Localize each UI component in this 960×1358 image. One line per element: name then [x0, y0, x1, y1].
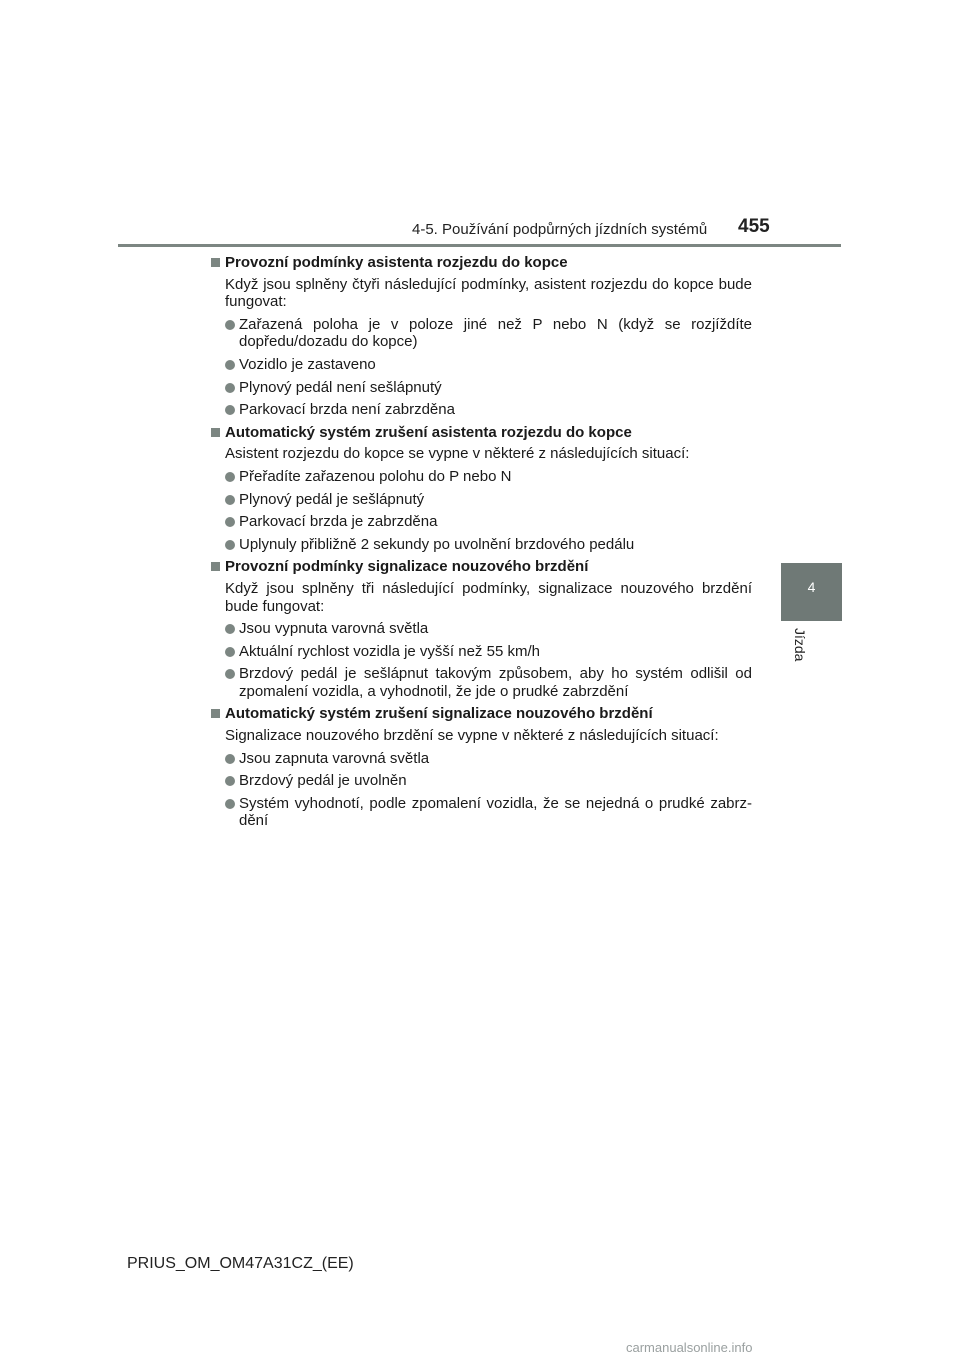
- circle-bullet-icon: [225, 647, 235, 657]
- circle-bullet-icon: [225, 799, 235, 809]
- section-intro: Signalizace nouzového brzdění se vypne v některé z následujících situací:: [225, 727, 719, 745]
- circle-bullet-icon: [225, 776, 235, 786]
- list-item: Brzdový pedál je sešlápnut takovým způsobem, aby ho systém odlišil od zpomalení vozidla, a vyhodnotil, že jde o prudké zabrzdění: [210, 665, 752, 700]
- list-item: Uplynuly přibližně 2 sekundy po uvolnění brzdového pedálu: [210, 536, 752, 554]
- section-intro: Když jsou splněny tři následující podmínky, signalizace nouzového brzdění bude fungovat:: [225, 579, 752, 615]
- circle-bullet-icon: [225, 320, 235, 330]
- circle-bullet-icon: [225, 517, 235, 527]
- list-item: Parkovací brzda není zabrzděna: [210, 401, 752, 419]
- list-item: Parkovací brzda je zabrzděna: [210, 513, 752, 531]
- circle-bullet-icon: [225, 754, 235, 764]
- square-bullet-icon: [211, 562, 220, 571]
- section-heading: Automatický systém zrušení asistenta rozjezdu do kopce: [210, 424, 752, 442]
- circle-bullet-icon: [225, 669, 235, 679]
- list-item: Plynový pedál není sešlápnutý: [210, 379, 752, 397]
- section-intro: Když jsou splněny čtyři následující podmínky, asistent rozjezdu do kopce bude fungovat:: [225, 275, 752, 311]
- circle-bullet-icon: [225, 472, 235, 482]
- watermark: carmanualsonline.info: [626, 1340, 753, 1355]
- circle-bullet-icon: [225, 360, 235, 370]
- circle-bullet-icon: [225, 624, 235, 634]
- chapter-tab[interactable]: [781, 563, 842, 621]
- list-item: Přeřadíte zařazenou polohu do P nebo N: [210, 468, 752, 486]
- list-item: Brzdový pedál je uvolněn: [210, 772, 752, 790]
- section-heading: Provozní podmínky asistenta rozjezdu do kopce: [210, 254, 752, 272]
- page-number: 455: [738, 216, 770, 237]
- section-intro: Asistent rozjezdu do kopce se vypne v některé z následujících situací:: [225, 445, 690, 463]
- section-heading: Automatický systém zrušení signalizace nouzového brzdění: [210, 705, 752, 723]
- header-rule: [118, 244, 841, 247]
- section-title: 4-5. Používání podpůrných jízdních systémů: [412, 221, 708, 238]
- chapter-label: Jízda: [792, 628, 808, 662]
- square-bullet-icon: [211, 709, 220, 718]
- list-item: Vozidlo je zastaveno: [210, 356, 752, 374]
- circle-bullet-icon: [225, 405, 235, 415]
- circle-bullet-icon: [225, 540, 235, 550]
- list-item: Jsou vypnuta varovná světla: [210, 620, 752, 638]
- content: [210, 254, 752, 835]
- list-item: Plynový pedál je sešlápnutý: [210, 491, 752, 509]
- section-heading: Provozní podmínky signalizace nouzového brzdění: [210, 558, 752, 576]
- list-item: Aktuální rychlost vozidla je vyšší než 55 km/h: [210, 643, 752, 661]
- document-code: PRIUS_OM_OM47A31CZ_(EE): [127, 1255, 354, 1272]
- list-item: Zařazená poloha je v poloze jiné než P nebo N (když se rozjíždíte dopředu/dozadu do kopce): [210, 316, 752, 351]
- circle-bullet-icon: [225, 495, 235, 505]
- chapter-number: 4: [807, 579, 816, 595]
- square-bullet-icon: [211, 428, 220, 437]
- list-item: Systém vyhodnotí, podle zpomalení vozidla, že se nejedná o prudké zabrz-dění: [210, 795, 752, 830]
- circle-bullet-icon: [225, 383, 235, 393]
- list-item: Jsou zapnuta varovná světla: [210, 750, 752, 768]
- square-bullet-icon: [211, 258, 220, 267]
